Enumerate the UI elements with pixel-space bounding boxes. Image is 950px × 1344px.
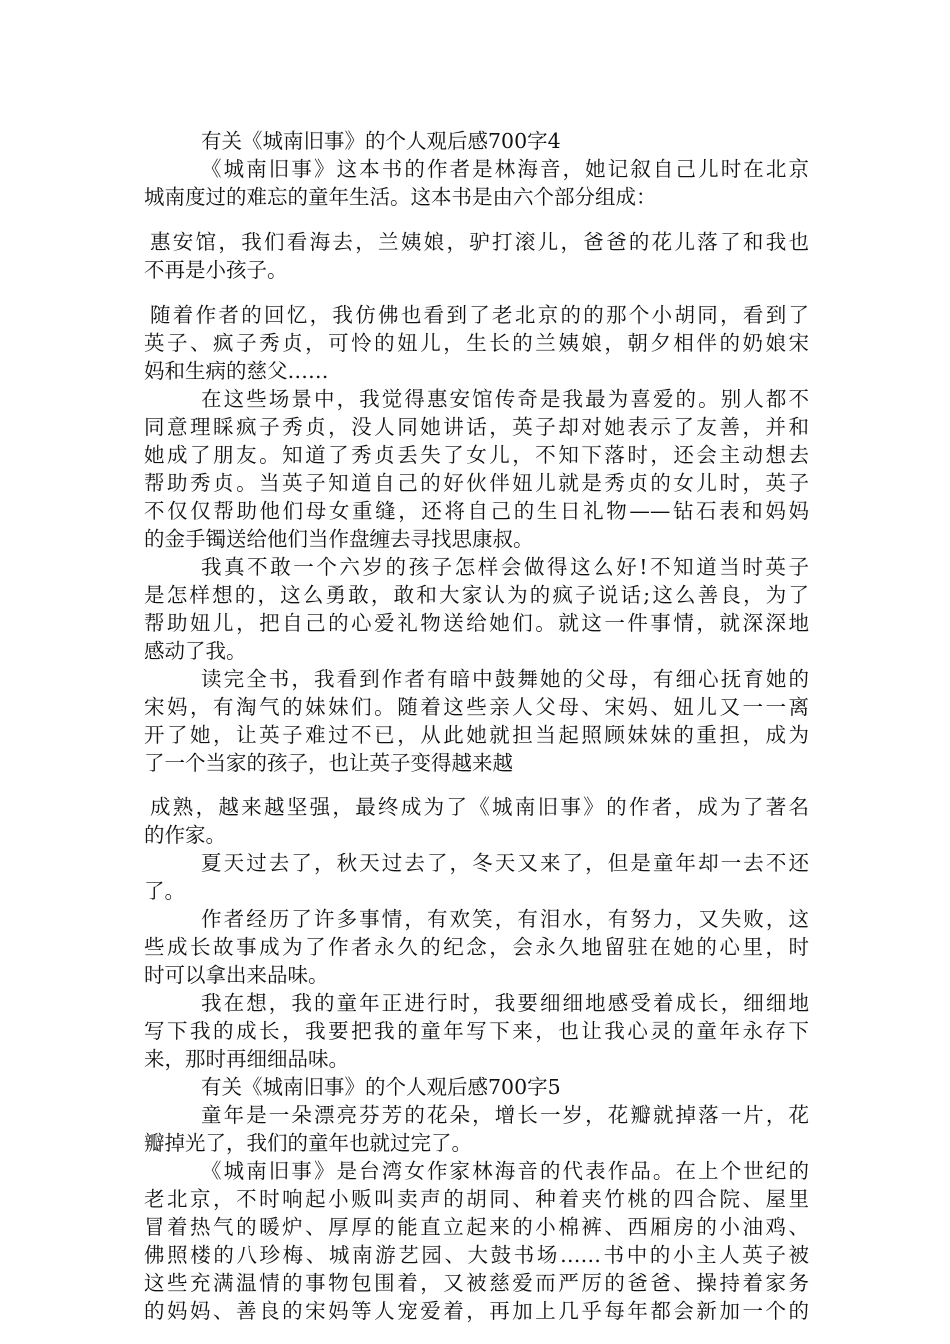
paragraph-line: 成熟，越来越坚强，最终成为了《城南旧事》的作者，成为了著名 — [150, 795, 809, 819]
paragraph-line: 老北京，不时响起小贩叫卖声的胡同、种着夹竹桃的四合院、屋里 — [144, 1187, 809, 1211]
paragraph-line: 英子、疯子秀贞，可怜的妞儿，生长的兰姨娘，朝夕相伴的奶娘宋 — [144, 331, 809, 355]
paragraph-line: 她成了朋友。知道了秀贞丢失了女儿，不知下落时，还会主动想去 — [144, 443, 809, 467]
paragraph-line: 瓣掉光了，我们的童年也就过完了。 — [144, 1131, 472, 1155]
paragraph-line: 《城南旧事》这本书的作者是林海音，她记叙自己儿时在北京 — [201, 157, 809, 181]
paragraph-line: 读完全书，我看到作者有暗中鼓舞她的父母，有细心抚育她的 — [201, 667, 809, 691]
paragraph-line: 写下我的成长，我要把我的童年写下来，也让我心灵的童年永存下 — [144, 1019, 809, 1043]
paragraph-line: 不仅仅帮助他们母女重缝，还将自己的生日礼物——钻石表和妈妈 — [144, 499, 809, 523]
paragraph-line: 不再是小孩子。 — [144, 258, 288, 282]
paragraph-line: 感动了我。 — [144, 639, 247, 663]
paragraph-line: 的妈妈、善良的宋妈等人宠爱着，再加上几乎每年都会新加一个的 — [144, 1299, 809, 1323]
paragraph-line: 冒着热气的暖炉、厚厚的能直立起来的小棉裤、西厢房的小油鸡、 — [144, 1215, 809, 1239]
paragraph-line: 帮助秀贞。当英子知道自己的好伙伴妞儿就是秀贞的女儿时，英子 — [144, 471, 809, 495]
paragraph-line: 作者经历了许多事情，有欢笑，有泪水，有努力，又失败，这 — [201, 907, 809, 931]
paragraph-line: 我在想，我的童年正进行时，我要细细地感受着成长，细细地 — [201, 991, 809, 1015]
paragraph-line: 城南度过的难忘的童年生活。这本书是由六个部分组成： — [144, 185, 657, 209]
paragraph-line: 这些充满温情的事物包围着，又被慈爱而严厉的爸爸、操持着家务 — [144, 1271, 809, 1295]
paragraph-line: 时可以拿出来品味。 — [144, 963, 329, 987]
heading-essay-5: 有关《城南旧事》的个人观后感700字5 — [201, 1075, 561, 1099]
paragraph-line: 《城南旧事》是台湾女作家林海音的代表作品。在上个世纪的 — [201, 1159, 809, 1183]
heading-essay-4: 有关《城南旧事》的个人观后感700字4 — [201, 129, 561, 153]
paragraph-line: 帮助妞儿，把自己的心爱礼物送给她们。就这一件事情，就深深地 — [144, 611, 809, 635]
paragraph-line: 的金手镯送给他们当作盘缠去寻找思康叔。 — [144, 527, 534, 551]
paragraph-line: 了。 — [144, 879, 185, 903]
paragraph-line: 随着作者的回忆，我仿佛也看到了老北京的的那个小胡同，看到了 — [150, 303, 809, 327]
paragraph-line: 佛照楼的八珍梅、城南游艺园、大鼓书场……书中的小主人英子被 — [144, 1243, 809, 1267]
paragraph-line: 我真不敢一个六岁的孩子怎样会做得这么好!不知道当时英子 — [201, 555, 809, 579]
paragraph-line: 夏天过去了，秋天过去了，冬天又来了，但是童年却一去不还 — [201, 851, 809, 875]
paragraph-line: 来，那时再细细品味。 — [144, 1047, 349, 1071]
paragraph-line: 了一个当家的孩子，也让英子变得越来越 — [144, 751, 513, 775]
paragraph-line: 是怎样想的，这么勇敢，敢和大家认为的疯子说话;这么善良，为了 — [144, 583, 809, 607]
paragraph-line: 的作家。 — [144, 823, 226, 847]
paragraph-line: 在这些场景中，我觉得惠安馆传奇是我最为喜爱的。别人都不 — [201, 387, 809, 411]
paragraph-line: 同意理睬疯子秀贞，没人同她讲话，英子却对她表示了友善，并和 — [144, 415, 809, 439]
paragraph-line: 些成长故事成为了作者永久的纪念，会永久地留驻在她的心里，时 — [144, 935, 809, 959]
paragraph-line: 妈和生病的慈父…… — [144, 359, 329, 383]
paragraph-line: 开了她，让英子难过不已，从此她就担当起照顾妹妹的重担，成为 — [144, 723, 809, 747]
paragraph-line: 宋妈，有淘气的妹妹们。随着这些亲人父母、宋妈、妞儿又一一离 — [144, 695, 809, 719]
paragraph-line: 童年是一朵漂亮芬芳的花朵，增长一岁，花瓣就掉落一片，花 — [201, 1103, 809, 1127]
paragraph-line: 惠安馆，我们看海去，兰姨娘，驴打滚儿，爸爸的花儿落了和我也 — [150, 230, 809, 254]
